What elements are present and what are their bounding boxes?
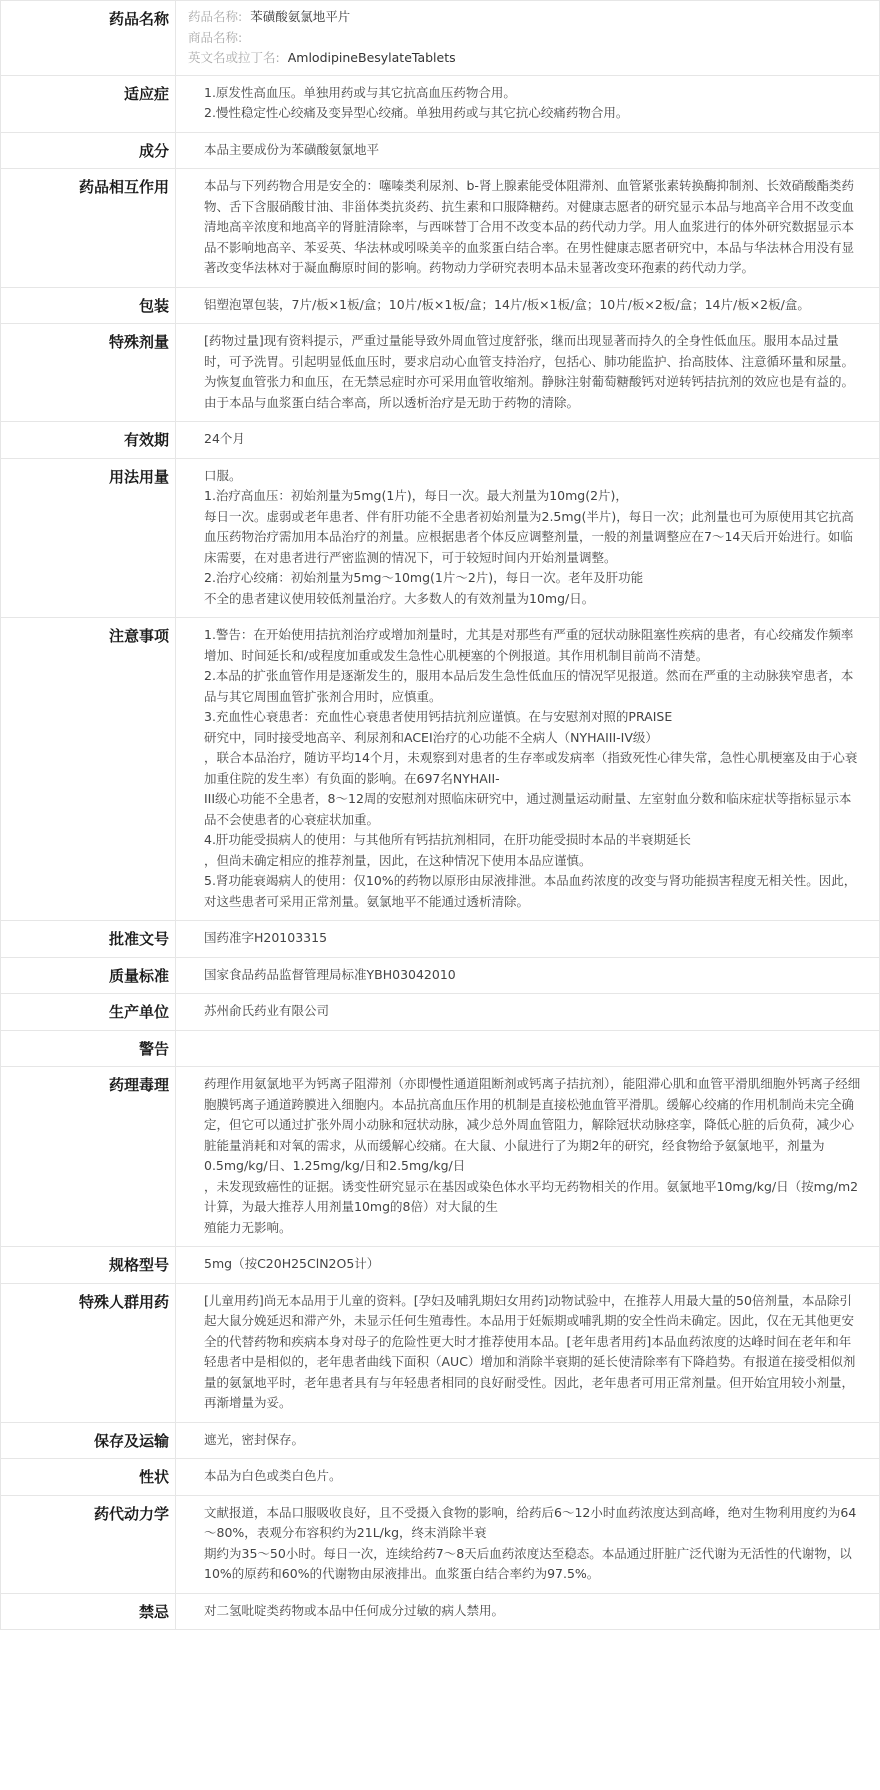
row-value-line: [儿童用药]尚无本品用于儿童的资料。[孕妇及哺乳期妇女用药]动物试验中，在推荐人用最大量的50倍剂量，本品除引起大鼠分娩延迟和滞产外，未显示任何生殖毒性。本品用于妊娠期或哺乳期的安全性尚未确定。因此，仅在无其他更安全的代替药物和疾病本身对母子的危险性更大时才推荐使用本品。[老年患者用药]本品血药浓度的达峰时间在老年和年轻患者中是相似的，老年患者曲线下面积（AUC）增加和消除半衰期的延长使清除率有下降趋势。有报道在接受相似剂量的氨氯地平时，老年患者具有与年轻患者相同的良好耐受性。因此，老年患者可用正常剂量。但开始宜用较小剂量，再渐增量为妥。 [204, 1292, 856, 1410]
generic-name-label: 药品名称: [188, 9, 243, 24]
row-value [176, 1030, 880, 1067]
row-label: 药品相互作用 [1, 169, 176, 288]
row-value-line: 期约为35～50小时。每日一次，连续给药7～8天后血药浓度达至稳态。本品通过肝脏广泛代谢为无活性的代谢物，以10%的原药和60%的代谢物由尿液排出。血浆蛋白结合率约为97.5%。 [204, 1545, 852, 1581]
row-label: 成分 [1, 132, 176, 169]
trade-name-label: 商品名称: [188, 29, 243, 45]
row-value [176, 921, 880, 958]
row-value-line: [药物过量]现有资料提示，严重过量能导致外周血管过度舒张，继而出现显著而持久的全身性低血压。服用本品过量时，可予洗胃。引起明显低血压时，要求启动心血管支持治疗，包括心、肺功能监护、抬高肢体、注意循环量和尿量。为恢复血管张力和血压，在无禁忌症时亦可采用血管收缩剂。静脉注射葡萄糖酸钙对逆转钙拮抗剂的效应也是有益的。由于本品与血浆蛋白结合率高，所以透析治疗是无助于药物的清除。 [204, 333, 855, 410]
row-label: 批准文号 [1, 921, 176, 958]
info-row [1, 422, 880, 459]
row-value [176, 1, 880, 76]
row-value-line: 1.警告：在开始使用拮抗剂治疗或增加剂量时，尤其是对那些有严重的冠状动脉阻塞性疾病的患者，有心绞痛发作频率增加、时间延长和/或程度加重或发生急性心肌梗塞的个例报道。其作用机制目前尚不清楚。 [204, 627, 854, 663]
row-value [176, 1422, 880, 1459]
row-value-line: 2.慢性稳定性心绞痛及变异型心绞痛。单独用药或与其它抗心绞痛药物合用。 [204, 105, 629, 120]
row-value-line: 本品主要成份为苯磺酸氨氯地平 [204, 141, 380, 157]
row-value-line: 本品为白色或类白色片。 [204, 1468, 342, 1483]
english-name-value: AmlodipineBesylateTablets [287, 50, 456, 65]
row-label: 包装 [1, 287, 176, 324]
row-value-line: 研究中，同时接受地高辛、利尿剂和ACEI治疗的心功能不全病人（NYHAIII-IV级） [204, 729, 658, 745]
row-value [176, 618, 880, 921]
row-value-line: 苏州俞氏药业有限公司 [204, 1003, 330, 1018]
row-label: 规格型号 [1, 1247, 176, 1284]
row-value-line [204, 1038, 861, 1059]
row-value-line: 遮光，密封保存。 [204, 1431, 305, 1447]
info-row [1, 132, 880, 169]
row-value-line: 口服。 [204, 467, 242, 483]
row-value-line: 1.原发性高血压。单独用药或与其它抗高血压药物合用。 [204, 84, 516, 100]
row-label: 保存及运输 [1, 1422, 176, 1459]
row-label: 性状 [1, 1459, 176, 1496]
row-value [176, 458, 880, 618]
row-value [176, 169, 880, 288]
row-value-line: ，联合本品治疗，随访平均14个月，未观察到对患者的生存率或发病率（指致死性心律失常，急性心肌梗塞及由于心衰加重住院的发生率）有负面的影响。在697名NYHAII- [204, 750, 858, 786]
info-row [1, 994, 880, 1031]
info-row [1, 1283, 880, 1422]
info-row [1, 1459, 880, 1496]
row-value-line: 文献报道，本品口服吸收良好，且不受摄入食物的影响，给药后6～12小时血药浓度达到高峰，绝对生物利用度约为64～80%，表观分布容积约为21L/kg，终末消除半衰 [204, 1504, 857, 1540]
info-row [1, 169, 880, 288]
row-value-line: 24个月 [204, 431, 245, 446]
row-value-line: 5.肾功能衰竭病人的使用：仅10%的药物以原形由尿液排泄。本品血药浓度的改变与肾功能损害程度无相关性。因此，对这些患者可采用正常剂量。氨氯地平不能通过透析清除。 [204, 873, 857, 909]
row-value-line: III级心功能不全患者，8～12周的安慰剂对照临床研究中，通过测量运动耐量、左室射血分数和临床症状等指标显示本品不会使患者的心衰症状加重。 [204, 791, 852, 827]
info-row [1, 1495, 880, 1593]
info-row [1, 458, 880, 618]
info-row [1, 1247, 880, 1284]
row-label: 特殊剂量 [1, 324, 176, 422]
row-value [176, 957, 880, 994]
row-value [176, 1283, 880, 1422]
row-value-line: 不全的患者建议使用较低剂量治疗。大多数人的有效剂量为10mg/日。 [204, 590, 595, 606]
row-value-line: ，但尚未确定相应的推荐剂量，因此，在这种情况下使用本品应谨慎。 [204, 852, 592, 868]
info-row [1, 921, 880, 958]
row-label: 特殊人群用药 [1, 1283, 176, 1422]
info-row [1, 1067, 880, 1247]
row-value-line: 2.治疗心绞痛：初始剂量为5mg～10mg(1片～2片)，每日一次。老年及肝功能 [204, 570, 644, 585]
row-label: 质量标准 [1, 957, 176, 994]
row-label: 注意事项 [1, 618, 176, 921]
row-value-line: 药理作用氨氯地平为钙离子阻滞剂（亦即慢性通道阻断剂或钙离子拮抗剂），能阻滞心肌和血管平滑肌细胞外钙离子经细胞膜钙离子通道跨膜进入细胞内。本品抗高血压作用的机制是直接松弛血管平滑肌。缓解心绞痛的作用机制尚未完全确定，但它可以通过扩张外周小动脉和冠状动脉，减少总外周血管阻力，解除冠状动脉痉挛，降低心脏的后负荷，减少心脏能量消耗和对氧的需求，从而缓解心绞痛。在大鼠、小鼠进行了为期2年的研究，经食物给予氨氯地平，剂量为0.5mg/kg/日、1.25mg/kg/日和2.5mg/kg/日 [204, 1076, 861, 1173]
row-label: 药代动力学 [1, 1495, 176, 1593]
row-label: 药理毒理 [1, 1067, 176, 1247]
row-value [176, 422, 880, 459]
row-label: 生产单位 [1, 994, 176, 1031]
info-row [1, 1422, 880, 1459]
info-row [1, 287, 880, 324]
row-label: 警告 [1, 1030, 176, 1067]
row-value-line: 每日一次。虚弱或老年患者、伴有肝功能不全患者初始剂量为2.5mg(半片)，每日一次；此剂量也可为原使用其它抗高血压药物治疗需加用本品治疗的剂量。应根据患者个体反应调整剂量，一般的剂量调整应在7～14天后开始进行。如临床需要，在对患者进行严密监测的情况下，可于较短时间内开始剂量调整。 [204, 508, 854, 565]
row-value [176, 1459, 880, 1496]
row-drug-name [1, 1, 880, 76]
row-value-line: 本品与下列药物合用是安全的：噻嗪类利尿剂、b-肾上腺素能受体阻滞剂、血管紧张素转换酶抑制剂、长效硝酸酯类药物、舌下含服硝酸甘油、非甾体类抗炎药、抗生素和口服降糖药。对健康志愿者的研究显示本品与地高辛合用不改变血清地高辛浓度和地高辛的肾脏清除率，与西咪替丁合用不改变本品的药代动力学。用人血浆进行的体外研究数据显示本品不影响地高辛、苯妥英、华法林或吲哚美辛的血浆蛋白结合率。在男性健康志愿者研究中，本品与华法林合用没有显著改变华法林对于凝血酶原时间的影响。药物动力学研究表明本品未显著改变环孢素的药代动力学。 [204, 178, 855, 275]
row-value-line: 对二氢吡啶类药物或本品中任何成分过敏的病人禁用。 [204, 1602, 505, 1618]
info-row [1, 1030, 880, 1067]
row-value [176, 1067, 880, 1247]
row-value-line: 3.充血性心衰患者：充血性心衰患者使用钙拮抗剂应谨慎。在与安慰剂对照的PRAISE [204, 709, 673, 724]
row-value-line: 1.治疗高血压：初始剂量为5mg(1片)，每日一次。最大剂量为10mg(2片)， [204, 488, 628, 503]
row-value-line: 国家食品药品监督管理局标准YBH03042010 [204, 966, 456, 982]
row-value [176, 1247, 880, 1284]
row-value [176, 324, 880, 422]
row-value-line: 铝塑泡罩包装，7片/板×1板/盒；10片/板×1板/盒；14片/板×1板/盒；10片/板×2板/盒；14片/板×2板/盒。 [204, 296, 810, 312]
row-value [176, 1495, 880, 1593]
row-label: 有效期 [1, 422, 176, 459]
row-label: 药品名称 [1, 1, 176, 76]
row-value-line: 2.本品的扩张血管作用是逐渐发生的，服用本品后发生急性低血压的情况罕见报道。然而在严重的主动脉狭窄患者，本品与其它周围血管扩张剂合用时，应慎重。 [204, 668, 854, 704]
generic-name-value: 苯磺酸氨氯地平片 [250, 9, 351, 24]
info-row [1, 957, 880, 994]
row-value-line: ，未发现致癌性的证据。诱变性研究显示在基因或染色体水平均无药物相关的作用。氨氯地平10mg/kg/日（按mg/m2计算，为最大推荐人用剂量10mg的8倍）对大鼠的生 [204, 1178, 859, 1214]
row-value [176, 1593, 880, 1630]
english-name-label: 英文名或拉丁名: [188, 50, 280, 65]
info-row [1, 1593, 880, 1630]
row-value-line: 4.肝功能受损病人的使用：与其他所有钙拮抗剂相同，在肝功能受损时本品的半衰期延长 [204, 832, 691, 847]
row-value [176, 75, 880, 132]
row-value [176, 132, 880, 169]
row-label: 禁忌 [1, 1593, 176, 1630]
row-label: 适应症 [1, 75, 176, 132]
row-label: 用法用量 [1, 458, 176, 618]
row-value-line: 5mg（按C20H25ClN2O5计） [204, 1256, 380, 1271]
info-row [1, 75, 880, 132]
row-value [176, 994, 880, 1031]
info-row [1, 618, 880, 921]
row-value [176, 287, 880, 324]
info-row [1, 324, 880, 422]
row-value-line: 国药准字H20103315 [204, 930, 328, 945]
row-value-line: 殖能力无影响。 [204, 1219, 292, 1235]
